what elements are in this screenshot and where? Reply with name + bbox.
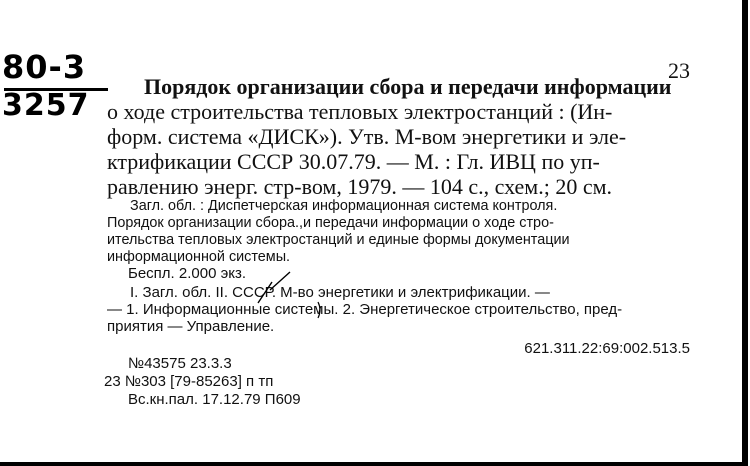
footer-line-2: 23 №303 [79-85263] п тп — [104, 373, 274, 390]
shelfmark-line2: 3257 — [2, 88, 90, 123]
title-line-3: форм. система «ДИСК»). Утв. М-вом энергетики и эле- — [107, 124, 627, 149]
annotation-line-3: ительства тепловых электростанций и единые формы документации — [107, 232, 570, 248]
footer-block — [104, 355, 301, 409]
annotation-block — [107, 198, 697, 266]
annotation-line-1: Загл. обл. : Диспетчерская информационная система контроля. — [130, 198, 558, 214]
page-number: 23 — [668, 58, 690, 83]
shelfmark-line1: 80-3 — [2, 48, 87, 86]
title-line-5: равлению энерг. стр-вом, 1979. — 104 с., схем.; 20 см. — [107, 174, 613, 199]
title-block — [107, 74, 697, 199]
tracing-line-3: приятия — Управление. — [107, 318, 275, 335]
title-line-2: о ходе строительства тепловых электростанций : (Ин- — [107, 99, 613, 124]
tracing-block — [107, 284, 697, 335]
price-line: Беспл. 2.000 экз. — [128, 265, 247, 282]
classification-index: 621.311.22:69:002.513.5 — [524, 340, 690, 357]
tracing-line-1: I. Загл. обл. II. СССР. М-во энергетики и электрификации. — — [130, 284, 550, 301]
tracing-line-2: — 1. Информационные системы. 2. Энергетическое строительство, пред- — [107, 301, 623, 318]
title-line-1: Порядок организации сбора и передачи информации — [144, 74, 672, 99]
footer-line-3: Вс.кн.пал. 17.12.79 П609 — [128, 391, 301, 408]
annotation-line-2: Порядок организации сбора.,и передачи информации о ходе стро- — [107, 215, 554, 231]
title-line-4: ктрификации СССР 30.07.79. — М. : Гл. ИВЦ по уп- — [107, 149, 600, 174]
annotation-line-4: информационной системы. — [107, 249, 291, 265]
footer-line-1: №43575 23.3.3 — [128, 355, 232, 372]
